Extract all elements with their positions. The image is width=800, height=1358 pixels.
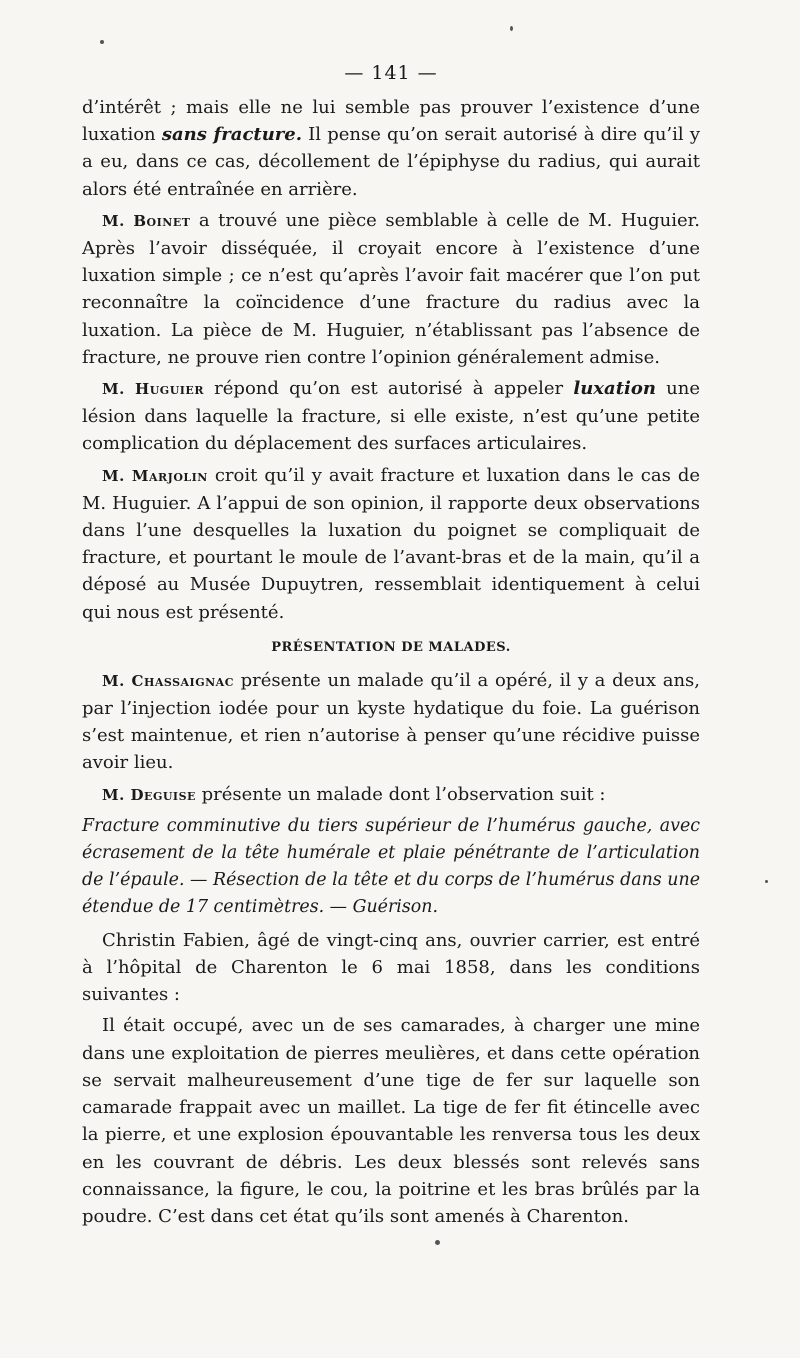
- paragraph-chassaignac: [82, 667, 700, 777]
- case-title: Fracture comminutive du tiers supérieur de l’humérus gauche, avec écrasement de la tête humérale et plaie pénétrante de l’articulation de l’épaule. — Résection de la tête et du corps de l’humérus dans une étendue de 17 centimètres. — Guérison.: [82, 815, 700, 917]
- paragraph-huguier-text-a: répond qu’on est autorisé à appeler: [203, 378, 574, 400]
- section-heading: PRÉSENTATION DE MALADES.: [271, 639, 511, 655]
- page-number: — 141 —: [344, 62, 438, 84]
- paragraph-1: [82, 94, 700, 203]
- paragraph-chassaignac-text: présente un malade qu’il a opéré, il y a deux ans, par l’injection iodée pour un kyste hydatique du foie. La guérison s’est maintenue, et rien n’autorise à penser qu’une récidive puisse avoir lieu.: [82, 669, 700, 774]
- paragraph-marjolin-text: croit qu’il y avait fracture et luxation dans le cas de M. Huguier. A l’appui de son opinion, il rapporte deux observations dans l’une desquelles la luxation du poignet se compliquait de fracture, et pourtant le moule de l’avant-bras et de la main, qu’il a déposé au Musée Dupuytren, ressemblait identiquement à celui qui nous est présenté.: [82, 464, 700, 623]
- paragraph-boinet: [82, 207, 700, 371]
- paragraph-boinet-text: a trouvé une pièce semblable à celle de M. Huguier. Après l’avoir disséquée, il croyait encore à l’existence d’une luxation simple ; ce n’est qu’après l’avoir fait macérer que l’on put reconnaître la coïncidence d’une fracture du radius avec la luxation. La pièce de M. Huguier, n’établissant pas l’absence de fracture, ne prouve rien contre l’opinion généralement admise.: [82, 209, 700, 368]
- paragraph-deguise: [82, 781, 700, 809]
- paper-speck: [510, 26, 513, 31]
- paragraph-deguise-text: présente un malade dont l’observation suit :: [195, 783, 606, 805]
- paragraph-huguier-text-b: une lésion dans laquelle la fracture, si elle existe, n’est qu’une petite complication du déplacement des surfaces articulaires.: [82, 378, 700, 455]
- paragraph-accident: Il était occupé, avec un de ses camarades, à charger une mine dans une exploitation de pierres meulières, et dans cette opération se servait malheureusement d’une tige de fer sur laquelle son camarade frappait avec un maillet. La tige de fer fit étincelle avec la pierre, et une explosion épouvantable les renversa tous les deux en les couvrant de débris. Les deux blessés sont relevés sans connaissance, la figure, le cou, la poitrine et les bras brûlés par la poudre. C’est dans cet état qu’ils sont amenés à Charenton.: [82, 1015, 700, 1227]
- paragraph-1-text: d’intérêt ; mais elle ne lui semble pas prouver l’existence d’une luxation: [82, 97, 700, 146]
- paragraph-huguier: [82, 375, 700, 458]
- speaker-boinet: M. Boinet: [102, 211, 191, 230]
- paper-speck: [765, 880, 768, 883]
- speaker-marjolin: M. Marjolin: [102, 466, 208, 485]
- speaker-deguise: M. Deguise: [102, 785, 196, 804]
- paragraph-patient: Christin Fabien, âgé de vingt-cinq ans, ouvrier carrier, est entré à l’hôpital de Charenton le 6 mai 1858, dans les conditions suivantes :: [82, 929, 700, 1006]
- paragraph-marjolin: [82, 462, 700, 626]
- speaker-chassaignac: M. Chassaignac: [102, 671, 234, 690]
- paper-speck: [435, 1240, 440, 1245]
- paragraph-huguier-emphasis: luxation: [573, 378, 656, 400]
- paragraph-1-rest: Il pense qu’on serait autorisé à dire qu’il y a eu, dans ce cas, décollement de l’épiphyse du radius, qui aurait alors été entraînée en arrière.: [82, 124, 700, 200]
- paragraph-1-emphasis: sans fracture.: [161, 124, 303, 146]
- speaker-huguier: M. Huguier: [102, 380, 204, 399]
- paper-speck: [100, 40, 104, 44]
